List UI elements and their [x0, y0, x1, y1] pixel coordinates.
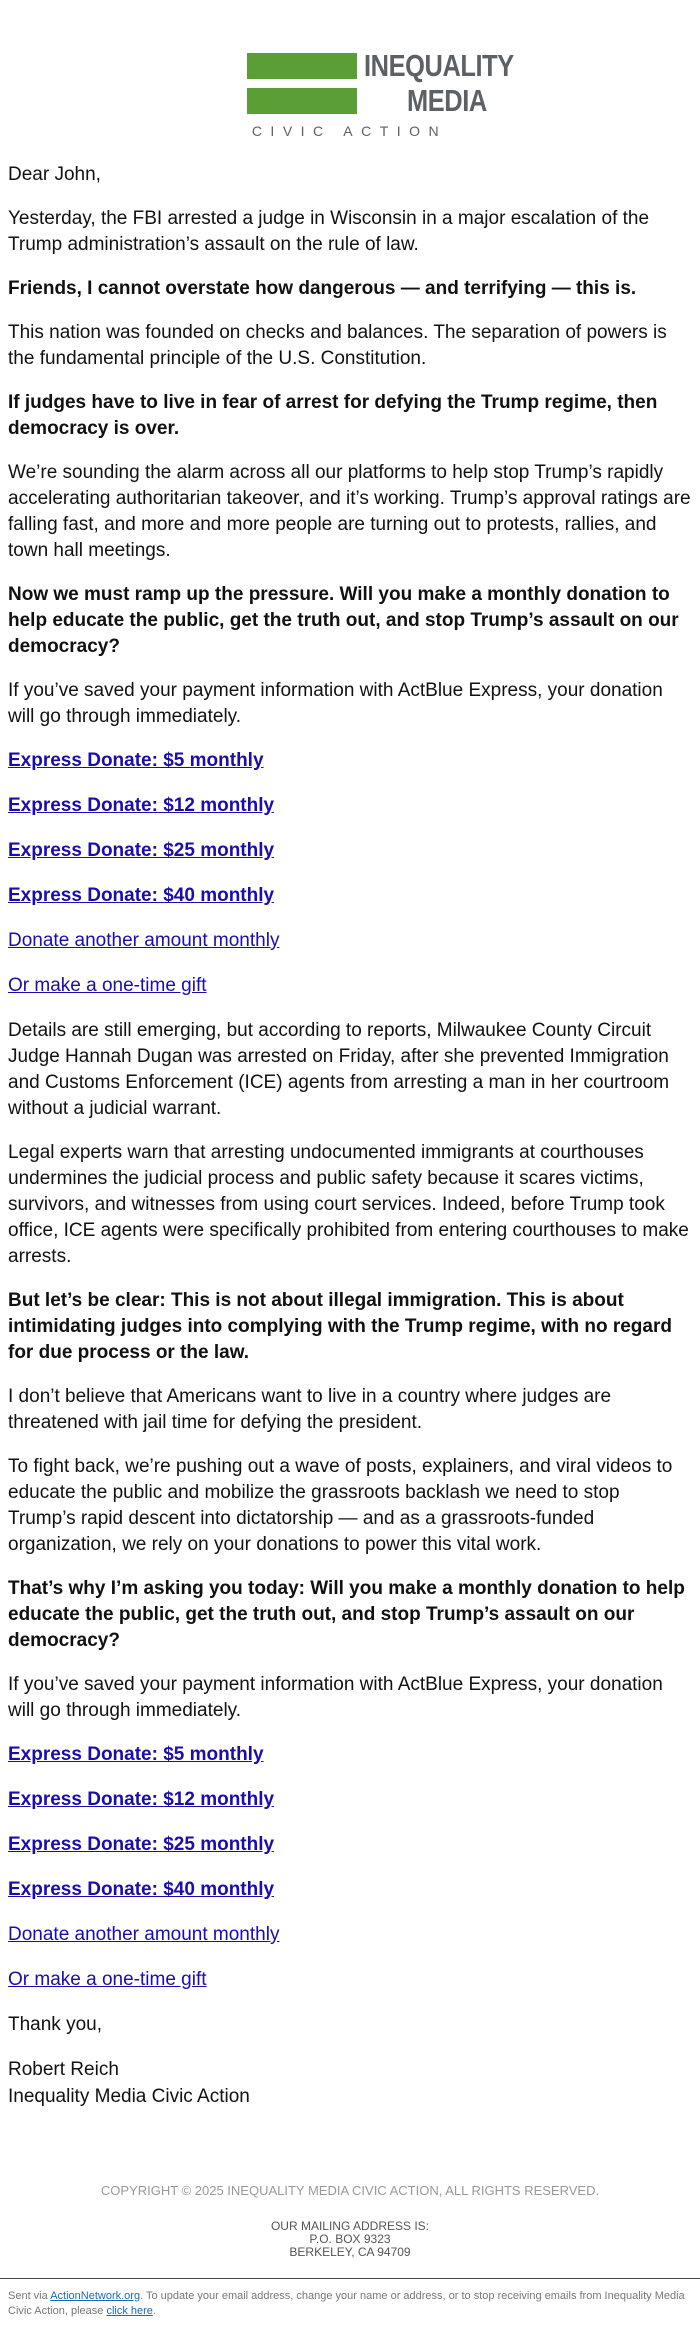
express-donate-25-link[interactable]: Express Donate: $25 monthly [8, 1834, 275, 1855]
paragraph-bold: That’s why I’m asking you today: Will you make a monthly donation to help educate the public, get the truth out, and stop Trump’s assault on our democracy? [8, 1578, 685, 1651]
paragraph-bold: If judges have to live in fear of arrest for defying the Trump regime, then democracy is over. [8, 392, 658, 439]
logo-bar-bottom [247, 88, 357, 114]
paragraph: We’re sounding the alarm across all our platforms to help stop Trump’s rapidly accelerating authoritarian takeover, and it’s working. Trump’s approval ratings are falling fast, and more and more people are turning out to protests, rallies, and town hall meetings. [8, 462, 691, 561]
paragraph-bold: Now we must ramp up the pressure. Will you make a monthly donation to help educate the public, get the truth out, and stop Trump’s assault on our democracy? [8, 584, 679, 657]
one-time-gift-link[interactable]: Or make a one-time gift [8, 975, 207, 996]
express-donate-25-link[interactable]: Express Donate: $25 monthly [8, 840, 275, 861]
logo-word-inequality: INEQUALITY [364, 48, 514, 83]
mailing-address-label: OUR MAILING ADDRESS IS: [270, 2219, 430, 2233]
paragraph: Yesterday, the FBI arrested a judge in Wisconsin in a major escalation of the Trump administration’s assault on the rule of law. [8, 208, 650, 255]
paragraph-bold: Friends, I cannot overstate how dangerous — and terrifying — this is. [8, 278, 637, 299]
express-donate-5-link[interactable]: Express Donate: $5 monthly [8, 1744, 264, 1765]
express-donate-12-link[interactable]: Express Donate: $12 monthly [8, 1789, 275, 1810]
closing: Thank you, [8, 2014, 102, 2035]
express-donate-5-link[interactable]: Express Donate: $5 monthly [8, 750, 264, 771]
express-donate-40-link[interactable]: Express Donate: $40 monthly [8, 1879, 275, 1900]
sent-via-notice [8, 2289, 688, 2319]
greeting: Dear John, [8, 164, 101, 185]
donate-other-amount-link[interactable]: Donate another amount monthly [8, 1924, 280, 1945]
email-body [8, 162, 692, 2110]
mailing-address-city: BERKELEY, CA 94709 [289, 2245, 411, 2259]
express-donate-12-link[interactable]: Express Donate: $12 monthly [8, 795, 275, 816]
donate-other-amount-link[interactable]: Donate another amount monthly [8, 930, 280, 951]
express-donate-40-link[interactable]: Express Donate: $40 monthly [8, 885, 275, 906]
one-time-gift-link[interactable]: Or make a one-time gift [8, 1969, 207, 1990]
logo-word-civic-action: CIVIC ACTION [251, 123, 448, 139]
sent-via-suffix: . [152, 2305, 156, 2317]
mailing-address [0, 2220, 700, 2259]
sent-via-text: . To update your email address, change your name or address, or to stop receiving emails from Inequality Media Civic Action, please [8, 2290, 685, 2317]
paragraph: I don’t believe that Americans want to live in a country where judges are threatened with jail time for defying the president. [8, 1386, 612, 1433]
paragraph-bold: But let’s be clear: This is not about illegal immigration. This is about intimidating judges into complying with the Trump regime, with no regard for due process or the law. [8, 1290, 672, 1363]
signature-org: Inequality Media Civic Action [8, 2086, 250, 2107]
footer-divider [0, 2278, 700, 2279]
paragraph: Legal experts warn that arresting undocumented immigrants at courthouses undermines the judicial process and public safety because it scares victims, survivors, and witnesses from using court services. Indeed, before Trump took office, ICE agents were specifically prohibited from entering courthouses to make arrests. [8, 1142, 689, 1267]
paragraph: Details are still emerging, but according to reports, Milwaukee County Circuit Judge Hannah Dugan was arrested on Friday, after she prevented Immigration and Customs Enforcement (ICE) agents from arresting a man in her courtroom without a judicial warrant. [8, 1020, 670, 1119]
logo-word-media: MEDIA [407, 83, 487, 118]
logo-bar-top [247, 53, 357, 79]
signature-name: Robert Reich [8, 2059, 119, 2080]
paragraph: This nation was founded on checks and balances. The separation of powers is the fundamental principle of the U.S. Constitution. [8, 322, 667, 369]
paragraph: If you’ve saved your payment information with ActBlue Express, your donation will go through immediately. [8, 680, 663, 727]
sent-via-prefix: Sent via [8, 2290, 51, 2302]
mailing-address-box: P.O. BOX 9323 [309, 2232, 391, 2246]
paragraph: If you’ve saved your payment information with ActBlue Express, your donation will go through immediately. [8, 1674, 663, 1721]
paragraph: To fight back, we’re pushing out a wave of posts, explainers, and viral videos to educate the public and mobilize the grassroots backlash we need to stop Trump’s rapid descent into dictatorship — and as a grassroots-funded organization, we rely on your donations to power this vital work. [8, 1456, 673, 1555]
inequality-media-logo [247, 48, 514, 142]
unsubscribe-link[interactable]: click here [106, 2305, 153, 2317]
actionnetwork-link[interactable]: ActionNetwork.org [50, 2290, 141, 2302]
copyright-notice: COPYRIGHT © 2025 INEQUALITY MEDIA CIVIC ACTION, ALL RIGHTS RESERVED. [100, 2183, 600, 2198]
